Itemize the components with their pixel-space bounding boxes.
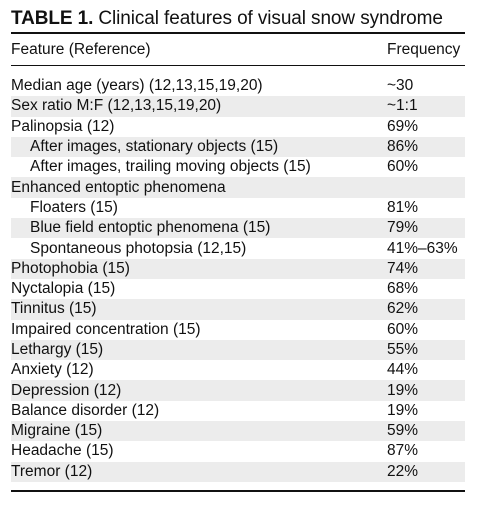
feature-cell: Median age (years) (12,13,15,19,20): [11, 77, 263, 95]
header-frequency: Frequency: [387, 40, 461, 58]
frequency-cell: 60%: [387, 320, 419, 338]
table-container: [11, 8, 465, 492]
feature-cell: Blue field entoptic phenomena (15): [30, 219, 271, 237]
table-row: [11, 380, 465, 400]
header-feature: Feature (Reference): [11, 40, 151, 58]
table-row: [11, 360, 465, 380]
table-caption: [11, 8, 465, 32]
table-row: [11, 177, 465, 197]
frequency-cell: 79%: [387, 219, 419, 237]
frequency-cell: 59%: [387, 422, 419, 440]
table-row: [11, 198, 465, 218]
table-row: [11, 320, 465, 340]
feature-cell: Depression (12): [11, 381, 122, 399]
feature-cell: Impaired concentration (15): [11, 320, 201, 338]
frequency-cell: 19%: [387, 401, 419, 419]
feature-cell: Palinopsia (12): [11, 117, 115, 135]
frequency-cell: 41%–63%: [387, 239, 458, 257]
table-row: [11, 421, 465, 441]
frequency-cell: ~1:1: [387, 97, 418, 115]
table-row: [11, 96, 465, 116]
feature-cell: Photophobia (15): [11, 259, 130, 277]
table-row: [11, 462, 465, 482]
frequency-cell: 86%: [387, 138, 419, 156]
feature-cell: Nyctalopia (15): [11, 280, 116, 298]
frequency-cell: ~30: [387, 77, 414, 95]
feature-cell: After images, trailing moving objects (15): [30, 158, 311, 176]
frequency-cell: 74%: [387, 259, 419, 277]
frequency-cell: 55%: [387, 341, 419, 358]
table-row: [11, 259, 465, 279]
bottom-rule: [11, 490, 465, 492]
frequency-cell: 69%: [387, 117, 419, 135]
feature-cell: Spontaneous photopsia (12,15): [30, 239, 247, 257]
feature-cell: Anxiety (12): [11, 361, 94, 379]
feature-cell: Enhanced entoptic phenomena: [11, 178, 226, 196]
table-row: [11, 218, 465, 238]
table-header: [11, 34, 465, 65]
bottom-spacer: [11, 482, 465, 490]
frequency-cell: 44%: [387, 361, 419, 379]
header-spacer: [11, 66, 465, 76]
feature-cell: After images, stationary objects (15): [30, 138, 279, 156]
feature-cell: Balance disorder (12): [11, 401, 160, 419]
feature-cell: Sex ratio M:F (12,13,15,19,20): [11, 97, 222, 115]
frequency-cell: 87%: [387, 442, 419, 460]
feature-cell: Lethargy (15): [11, 341, 104, 358]
frequency-cell: 60%: [387, 158, 419, 176]
feature-cell: Floaters (15): [30, 198, 118, 216]
table-row: [11, 137, 465, 157]
table-row: [11, 279, 465, 299]
table-row: [11, 441, 465, 461]
frequency-cell: 19%: [387, 381, 419, 399]
frequency-cell: 68%: [387, 280, 419, 298]
table-body: [11, 76, 465, 482]
feature-cell: Migraine (15): [11, 422, 103, 440]
frequency-cell: 62%: [387, 300, 419, 318]
feature-cell: Tinnitus (15): [11, 300, 97, 318]
table-row: [11, 76, 465, 96]
table-row: [11, 157, 465, 177]
table-row: [11, 340, 465, 360]
table-row: [11, 299, 465, 319]
table-row: [11, 117, 465, 137]
feature-cell: Headache (15): [11, 442, 114, 460]
frequency-cell: 22%: [387, 462, 419, 480]
frequency-cell: 81%: [387, 198, 419, 216]
feature-cell: Tremor (12): [11, 462, 93, 480]
table-caption-label: TABLE 1.: [11, 8, 94, 29]
table-row: [11, 238, 465, 258]
table-caption-text: Clinical features of visual snow syndrome: [93, 8, 443, 29]
table-row: [11, 401, 465, 421]
